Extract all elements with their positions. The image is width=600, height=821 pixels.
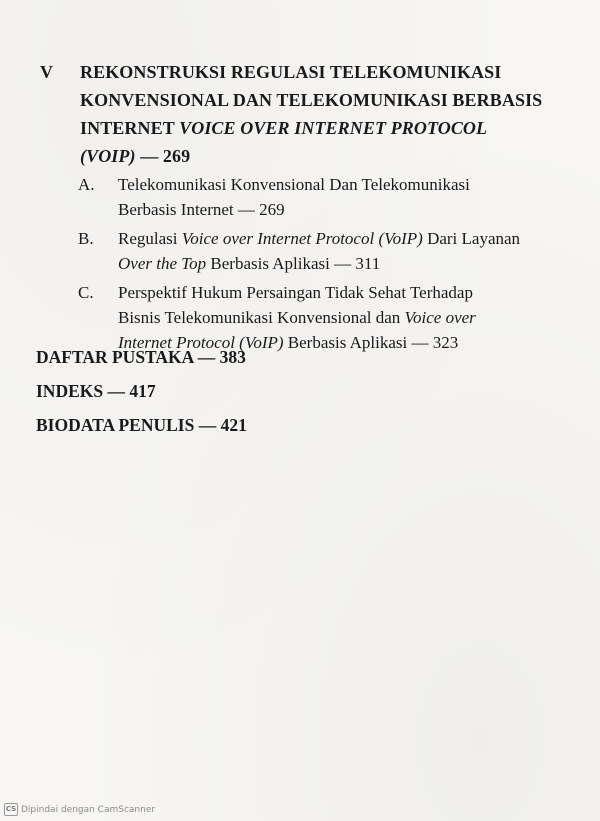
scanner-text: Dipindai dengan CamScanner — [21, 804, 156, 815]
toc-daftar-pustaka: DAFTAR PUSTAKA — 383 — [36, 347, 246, 367]
scanner-watermark — [4, 803, 155, 816]
chapter-title-italic: VOICE OVER INTERNET PROTOCOL — [179, 118, 488, 138]
section-line — [118, 251, 560, 276]
chapter-title-line — [80, 142, 560, 170]
chapter-title-line — [80, 114, 560, 142]
section-entry-c — [78, 280, 560, 355]
chapter-page-number: — 269 — [135, 146, 191, 166]
section-letter: C. — [78, 283, 94, 302]
section-line: Berbasis Internet — 269 — [118, 200, 285, 219]
chapter-title — [80, 58, 560, 170]
section-line — [118, 305, 560, 330]
chapter-title-italic: (VOIP) — [80, 146, 136, 166]
toc-indeks: INDEKS — 417 — [36, 381, 156, 401]
chapter-title-line: REKONSTRUKSI REGULASI TELEKOMUNIKASI — [80, 62, 502, 82]
section-italic: Voice over — [404, 308, 476, 327]
section-entry-a — [78, 172, 560, 222]
section-line: Telekomunikasi Konvensional Dan Telekomunikasi — [118, 175, 470, 194]
section-text: Bisnis Telekomunikasi Konvensional dan — [118, 308, 405, 327]
section-text: Dari Layanan — [422, 229, 521, 248]
toc-biodata-penulis: BIODATA PENULIS — 421 — [36, 415, 247, 435]
chapter-number: V — [40, 62, 53, 82]
chapter-title-text: INTERNET — [80, 118, 180, 138]
section-list — [78, 172, 560, 355]
camscanner-logo-icon: CS — [4, 803, 18, 816]
section-line — [118, 226, 560, 251]
section-text: Regulasi — [118, 229, 182, 248]
chapter-entry — [40, 58, 560, 355]
section-italic: Over the Top — [118, 254, 207, 273]
section-italic: Internet Protocol (VoIP) — [118, 333, 284, 352]
section-entry-b — [78, 226, 560, 276]
section-line: Perspektif Hukum Persaingan Tidak Sehat Terhadap — [118, 283, 473, 302]
section-italic: Voice over Internet Protocol (VoIP) — [181, 229, 423, 248]
section-text: Berbasis Aplikasi — 311 — [206, 254, 381, 273]
section-letter: B. — [78, 229, 94, 248]
chapter-title-line: KONVENSIONAL DAN TELEKOMUNIKASI BERBASIS — [80, 90, 543, 110]
section-text: Berbasis Aplikasi — 323 — [283, 333, 459, 352]
section-letter: A. — [78, 175, 95, 194]
